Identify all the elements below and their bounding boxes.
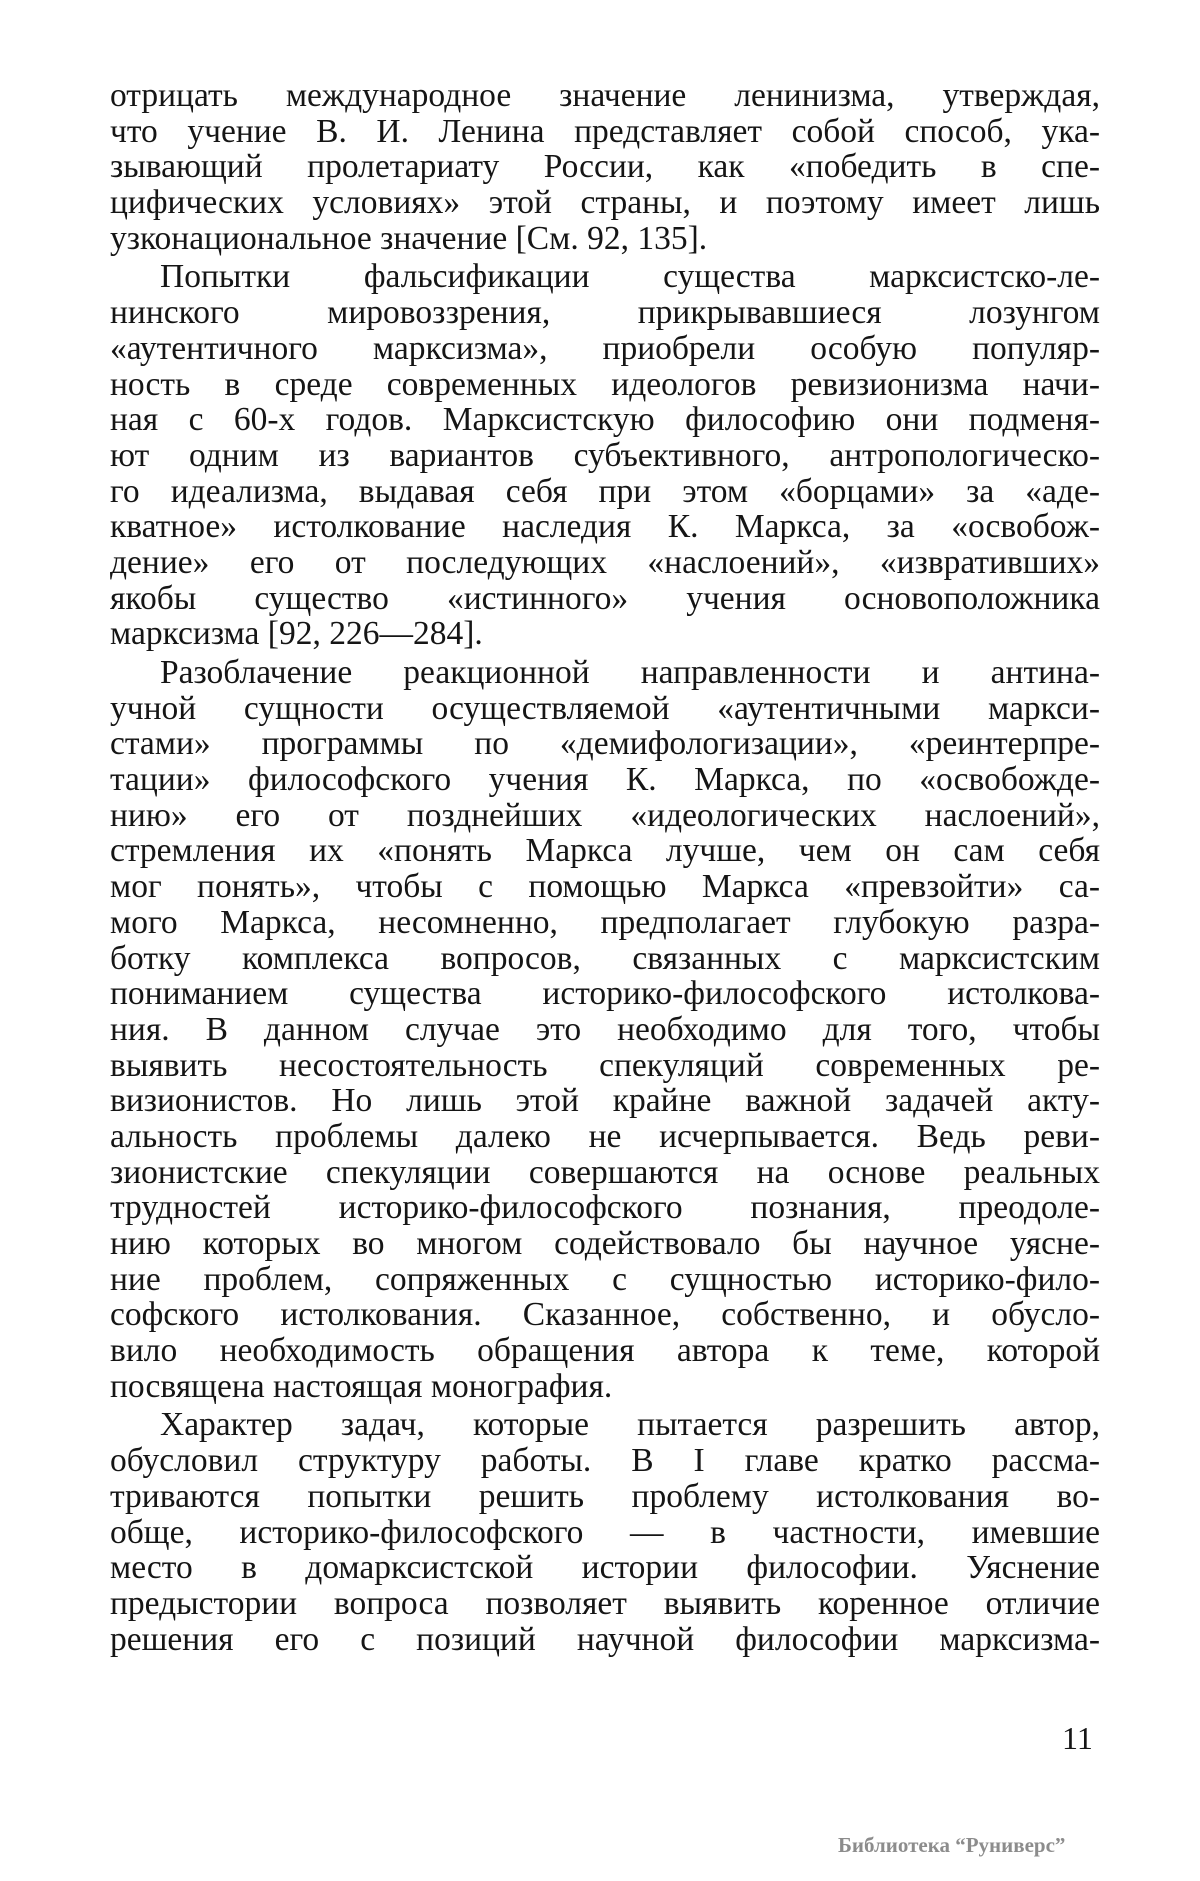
text-line: альность проблемы далеко не исчерпывается. Ведь реви- <box>110 1117 1100 1155</box>
text-line: нию которых во многом содействовало бы научное уясне- <box>110 1225 1100 1262</box>
text-line: ние проблем, сопряженных с сущностью историко-фило- <box>110 1260 1100 1298</box>
text-line: Попытки фальсификации существа марксистско-ле- <box>160 258 1100 296</box>
text-line: посвящена настоящая монография. <box>110 1367 613 1405</box>
text-line: зионистские спекуляции совершаются на основе реальных <box>110 1153 1100 1191</box>
text-line: стами» программы по «демифологизации», «реинтерпре- <box>110 725 1100 763</box>
text-line: ботку комплекса вопросов, связанных с марксистским <box>110 939 1100 977</box>
text-line: учной сущности осуществляемой «аутентичными маркси- <box>110 689 1100 727</box>
text-line: го идеализма, выдавая себя при этом «борцами» за «аде- <box>110 472 1100 510</box>
text-line: якобы существо «истинного» учения основоположника <box>110 579 1100 617</box>
text-line: триваются попытки решить проблему истолкования во- <box>110 1477 1100 1515</box>
page-number: 11 <box>1062 1720 1093 1756</box>
text-line: мог понять», чтобы с помощью Маркса «превзойти» са- <box>110 868 1100 906</box>
text-line: трудностей историко-философского познания, преодоле- <box>110 1189 1100 1227</box>
text-line: место в домарксистской истории философии. Уяснение <box>110 1549 1100 1587</box>
text-line: стремления их «понять Маркса лучше, чем он сам себя <box>110 832 1100 870</box>
text-line: цифических условиях» этой страны, и поэтому имеет лишь <box>110 184 1100 222</box>
text-line: ют одним из вариантов субъективного, антропологическо- <box>110 436 1100 474</box>
text-line: ная с 60-х годов. Марксистскую философию они подменя- <box>110 401 1100 439</box>
text-line: дение» его от последующих «наслоений», «извративших» <box>110 543 1100 581</box>
text-line: что учение В. И. Ленина представляет собой способ, ука- <box>110 112 1100 150</box>
paragraph <box>110 78 1100 256</box>
text-line: марксизма [92, 226—284]. <box>110 615 483 653</box>
paragraph <box>110 259 1100 652</box>
text-line: Разоблачение реакционной направленности и антина- <box>160 654 1100 691</box>
text-line: решения его с позиций научной философии марксизма- <box>110 1620 1100 1658</box>
text-line: «аутентичного марксизма», приобрели особую популяр- <box>110 329 1100 367</box>
text-line: пониманием существа историко-философского истолкова- <box>110 975 1100 1013</box>
text-line: софского истолкования. Сказанное, собственно, и обусло- <box>110 1296 1100 1334</box>
text-line: узконациональное значение [См. 92, 135]. <box>110 219 708 257</box>
page-body-text <box>110 78 1100 1657</box>
paragraph <box>110 655 1100 1404</box>
text-line: вило необходимость обращения автора к теме, которой <box>110 1332 1100 1370</box>
text-line: зывающий пролетариату России, как «победить в спе- <box>110 148 1100 186</box>
text-line: мого Маркса, несомненно, предполагает глубокую разра- <box>110 903 1100 941</box>
text-line: обще, историко-философского — в частности, имевшие <box>110 1513 1100 1551</box>
text-line: Характер задач, которые пытается разрешить автор, <box>160 1406 1100 1444</box>
text-line: тации» философского учения К. Маркса, по «освобожде- <box>110 761 1100 799</box>
text-line: выявить несостоятельность спекуляций современных ре- <box>110 1046 1100 1084</box>
text-line: нинского мировоззрения, прикрывавшиеся лозунгом <box>110 294 1100 332</box>
text-line: кватное» истолкование наследия К. Маркса, за «освобож- <box>110 508 1100 546</box>
text-line: ность в среде современных идеологов ревизионизма начи- <box>110 365 1100 403</box>
text-line: нию» его от позднейших «идеологических наслоений», <box>110 796 1100 834</box>
text-line: визионистов. Но лишь этой крайне важной задачей акту- <box>110 1082 1100 1120</box>
text-line: обусловил структуру работы. В I главе кратко рассма- <box>110 1442 1100 1480</box>
paragraph <box>110 1407 1100 1657</box>
library-watermark: Библиотека “Руниверс” <box>838 1833 1066 1857</box>
text-line: предыстории вопроса позволяет выявить коренное отличие <box>110 1584 1100 1622</box>
text-line: отрицать международное значение ленинизма, утверждая, <box>110 77 1100 114</box>
text-line: ния. В данном случае это необходимо для того, чтобы <box>110 1010 1100 1048</box>
